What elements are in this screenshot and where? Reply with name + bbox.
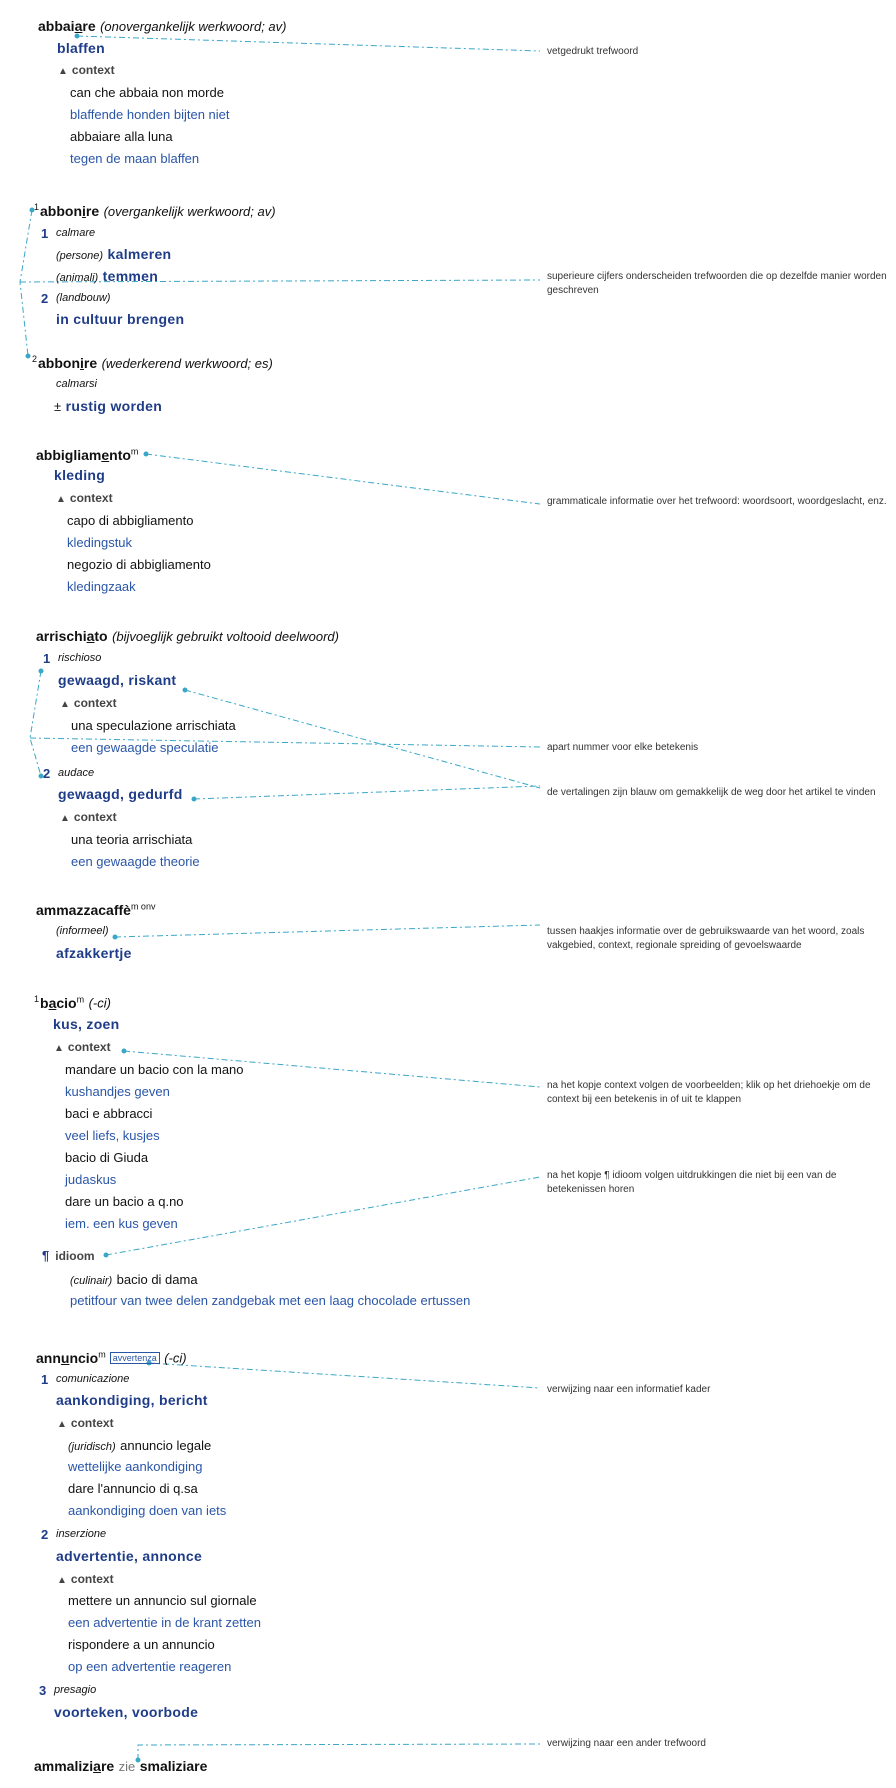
entry-bacio-head: $^1$bacio$^m$ (-ci) [34, 993, 111, 1011]
sense-number: 2 [41, 291, 49, 306]
sense-number: 2 [41, 1527, 49, 1542]
pilcrow-icon: ¶ [42, 1248, 50, 1263]
sense-label: (landbouw) [56, 292, 111, 304]
note-bold-headword: vetgedrukt trefwoord [547, 46, 639, 57]
entry-ammazzacaffe-head [36, 901, 155, 920]
sense-label: calmare [56, 227, 96, 239]
note-context: na het kopje context volgen de voorbeelden; klik op het driehoekje om de context bij een betekenis in of uit te klappen [547, 1080, 871, 1105]
example-translation: een advertentie in de krant zetten [68, 1615, 261, 1630]
leader-line-9 [149, 1363, 540, 1388]
example: abbaiare alla luna [70, 129, 173, 144]
leader-line-5b [194, 786, 540, 799]
note-idiom: na het kopje ¶ idioom volgen uitdrukkingen die niet bij een van de betekenissen horen [547, 1170, 837, 1195]
entry-ammaliziare [34, 1758, 207, 1776]
translation: blaffen [57, 40, 105, 56]
example: dare un bacio a q.no [65, 1194, 184, 1209]
usage-label: (informeel) [56, 925, 109, 937]
leader-line-5a [185, 690, 540, 788]
example-translation: kledingstuk [67, 535, 133, 550]
entry-abbonire-2-head: $^2$abbonire (wederkerend werkwoord; es) [32, 354, 273, 371]
example-translation: aankondiging doen van iets [68, 1503, 227, 1518]
note-usage-labels: tussen haakjes informatie over de gebruikswaarde van het woord, zoals vakgebied, context, regionale spreiding of gevoelswaarde [547, 926, 865, 951]
entry-annuncio-head [36, 1349, 187, 1368]
idiom-translation: petitfour van twee delen zandgebak met een laag chocolade ertussen [70, 1293, 471, 1308]
note-superscript-numbers: superieure cijfers onderscheiden trefwoorden die op dezelfde manier worden geschreven [547, 271, 887, 296]
entry-abbigliamento-head [36, 446, 138, 465]
headword: annuncio$^m$ [36, 1349, 106, 1366]
example: una teoria arrischiata [71, 832, 193, 847]
translation: kleding [54, 467, 106, 483]
example-translation: tegen de maan blaffen [70, 151, 200, 166]
sense-number: 1 [43, 651, 51, 666]
triangle-up-icon: ▲ [60, 699, 70, 710]
headword: ammazzacaffè$^{m onv}$ [36, 901, 156, 918]
grammar-info: (overgankelijk werkwoord; av) [103, 204, 276, 219]
idiom-toggle[interactable]: ¶ idioom [42, 1248, 95, 1263]
example: capo di abbigliamento [67, 513, 194, 528]
headword: ammaliziare [34, 1758, 115, 1774]
example-translation: wettelijke aankondiging [68, 1459, 203, 1474]
sense-number: 2 [43, 766, 51, 781]
leader-bracket-senses [30, 671, 41, 776]
grammar-info: (-ci) [88, 995, 111, 1011]
context-toggle[interactable]: ▲ context [60, 696, 117, 710]
idiom-row: (culinair) bacio di dama [70, 1272, 198, 1287]
example: mettere un annuncio sul giornale [68, 1593, 257, 1608]
translation: aankondiging, bericht [56, 1392, 208, 1408]
triangle-up-icon: ▲ [60, 813, 70, 824]
headword: bacio$^m$ [40, 994, 85, 1011]
note-info-box-ref: verwijzing naar een informatief kader [547, 1384, 711, 1395]
headword: abbonire [38, 355, 98, 371]
example-translation: veel liefs, kusjes [65, 1128, 160, 1143]
headword: abbaiare [38, 18, 96, 34]
context-toggle[interactable]: ▲ context [58, 63, 115, 77]
example-translation: iem. een kus geven [65, 1216, 178, 1231]
example-translation: op een advertentie reageren [68, 1659, 232, 1674]
triangle-up-icon: ▲ [56, 494, 66, 505]
sense-label: presagio [54, 1684, 97, 1696]
example: can che abbaia non morde [70, 85, 224, 100]
leader-line-6 [115, 925, 540, 937]
sense-label: calmarsi [56, 378, 97, 390]
translation-row: (persone) kalmeren [56, 246, 172, 262]
context-toggle[interactable]: ▲ context [54, 1040, 111, 1054]
context-toggle[interactable]: ▲ context [56, 491, 113, 505]
context-toggle[interactable]: ▲ context [57, 1572, 114, 1586]
translation-row: (animali) temmen [56, 268, 159, 284]
headword: abbonire [40, 203, 100, 219]
translation: in cultuur brengen [56, 311, 185, 327]
translation: kus, zoen [53, 1016, 120, 1032]
triangle-up-icon: ▲ [57, 1575, 67, 1586]
entry-abbaiare-head [38, 18, 286, 36]
entry-arrischiato-head [36, 628, 339, 646]
note-blue-translations: de vertalingen zijn blauw om gemakkelijk de weg door het artikel te vinden [547, 787, 876, 798]
translation: advertentie, annonce [56, 1548, 203, 1564]
note-cross-reference: verwijzing naar een ander trefwoord [547, 1738, 706, 1749]
context-toggle[interactable]: ▲ context [60, 810, 117, 824]
sense-label: inserzione [56, 1528, 107, 1540]
example: una speculazione arrischiata [71, 718, 236, 733]
grammar-info: (wederkerend werkwoord; es) [101, 356, 273, 371]
example: dare l'annuncio di q.sa [68, 1481, 198, 1496]
sense-number: 1 [41, 1372, 49, 1387]
example-row: (juridisch) annuncio legale [68, 1438, 212, 1453]
leader-line-3 [146, 454, 540, 504]
cross-reference-link[interactable]: smaliziare [139, 1758, 208, 1774]
example-translation: judaskus [65, 1172, 117, 1187]
triangle-up-icon: ▲ [58, 66, 68, 77]
context-toggle[interactable]: ▲ context [57, 1416, 114, 1430]
sense-label: audace [58, 767, 95, 779]
example: negozio di abbigliamento [67, 557, 211, 572]
example: baci e abbracci [65, 1106, 153, 1121]
leader-bracket-abbonire [20, 210, 32, 356]
triangle-up-icon: ▲ [54, 1043, 64, 1054]
grammar-info: (bijvoeglijk gebruikt voltooid deelwoord) [112, 629, 339, 644]
note-grammatical-info: grammaticale informatie over het trefwoord: woordsoort, woordgeslacht, enz. [547, 496, 887, 507]
headword: abbigliamento$^m$ [36, 446, 139, 463]
example: bacio di Giuda [65, 1150, 149, 1165]
example: rispondere a un annuncio [68, 1637, 215, 1652]
example-translation: kushandjes geven [65, 1084, 170, 1099]
translation-row: ± rustig worden [54, 398, 163, 414]
translation: afzakkertje [56, 945, 132, 961]
sense-number: 3 [39, 1683, 47, 1698]
see-label: zie [118, 1759, 136, 1774]
grammar-info: (-ci) [164, 1350, 187, 1366]
translation: gewaagd, riskant [58, 672, 177, 688]
grammar-info: (onovergankelijk werkwoord; av) [100, 19, 287, 34]
sense-number: 1 [41, 226, 49, 241]
leader-line-1 [77, 36, 540, 51]
translation: gewaagd, gedurfd [58, 786, 183, 802]
sense-label: rischioso [58, 652, 102, 664]
triangle-up-icon: ▲ [57, 1419, 67, 1430]
example-translation: een gewaagde theorie [71, 854, 200, 869]
example-translation: een gewaagde speculatie [71, 740, 219, 755]
translation: voorteken, voorbode [54, 1704, 199, 1720]
example: mandare un bacio con la mano [65, 1062, 244, 1077]
headword: arrischiato [36, 628, 108, 644]
note-sense-numbers: apart nummer voor elke betekenis [547, 742, 699, 753]
sense-label: comunicazione [56, 1373, 130, 1385]
info-box-link[interactable]: avvertenza [110, 1352, 160, 1364]
example-translation: blaffende honden bijten niet [70, 107, 230, 122]
entry-abbonire-1-head: $^1$abbonire (overgankelijk werkwoord; av) [34, 202, 276, 219]
example-translation: kledingzaak [67, 579, 136, 594]
